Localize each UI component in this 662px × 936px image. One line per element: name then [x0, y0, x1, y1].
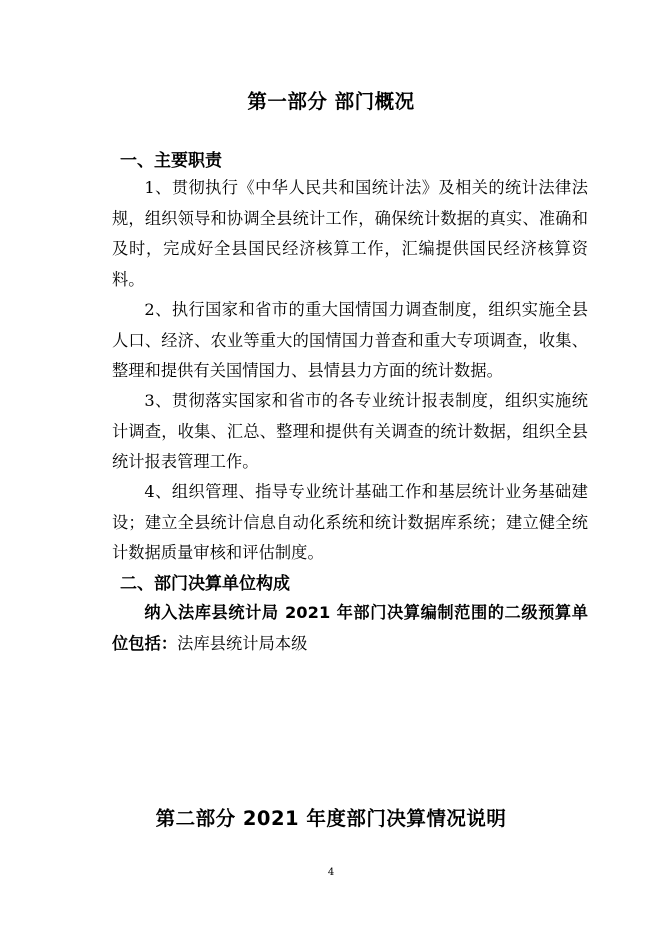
duty-paragraph-1: 1、贯彻执行《中华人民共和国统计法》及相关的统计法律法规，组织领导和协调全县统计工作，确保统计数据的真实、准确和及时，完成好全县国民经济核算工作，汇编提供国民经济核算资料。 [112, 178, 588, 289]
duty-paragraph-3: 3、贯彻落实国家和省市的各专业统计报表制度，组织实施统计调查，收集、汇总、整理和提供有关调查的统计数据，组织全县统计报表管理工作。 [112, 391, 588, 471]
part1-title: 第一部分 部门概况 [247, 90, 415, 113]
page-number: 4 [327, 867, 335, 878]
part2-title: 第二部分 2021 年度部门决算情况说明 [155, 807, 507, 830]
section1-heading: 一、主要职责 [120, 151, 222, 171]
composition-lead: 纳入法库县统计局 2021 年部门决算编制范围的二级预算单位包括： [112, 603, 588, 653]
duty-paragraph-4: 4、组织管理、指导专业统计基础工作和基层统计业务基础建设；建立全县统计信息自动化系统和统计数据库系统；建立健全统计数据质量审核和评估制度。 [112, 482, 588, 562]
duty-paragraph-2: 2、执行国家和省市的重大国情国力调查制度，组织实施全县人口、经济、农业等重大的国情国力普查和重大专项调查，收集、整理和提供有关国情国力、县情县力方面的统计数据。 [112, 300, 588, 380]
section2-heading: 二、部门决算单位构成 [120, 574, 290, 594]
composition-paragraph [112, 598, 588, 659]
composition-unit: 法库县统计局本级 [177, 633, 308, 653]
